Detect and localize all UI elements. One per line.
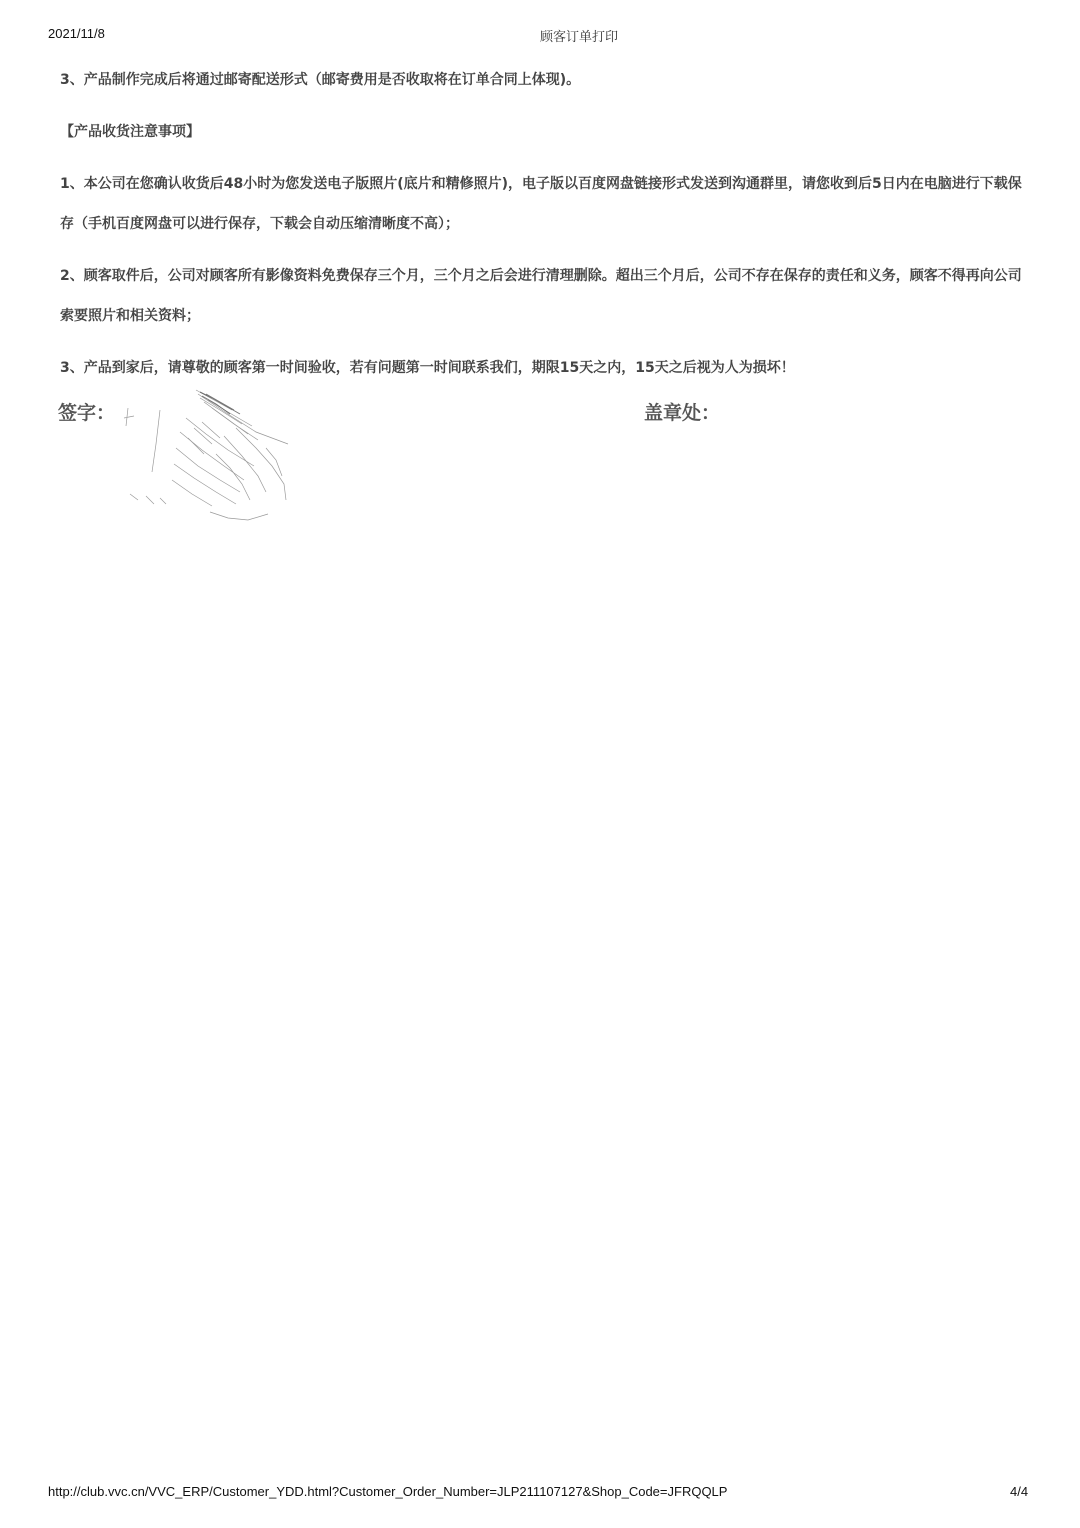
shipping-note: 3、产品制作完成后将通过邮寄配送形式（邮寄费用是否收取将在订单合同上体现)。 — [60, 72, 581, 88]
seal-label: 盖章处： — [644, 402, 721, 424]
order-terms-content — [60, 60, 1030, 400]
receipt-note-item: 2、顾客取件后，公司对顾客所有影像资料免费保存三个月，三个月之后会进行清理删除。超出三个月后，公司不存在保存的责任和义务，顾客不得再向公司索要照片和相关资料； — [60, 268, 1022, 324]
page-url: http://club.vvc.cn/VVC_ERP/Customer_YDD.html?Customer_Order_Number=JLP211107127&Shop_Code=JFRQQLP — [48, 1484, 728, 1499]
receipt-note-item: 3、产品到家后，请尊敬的顾客第一时间验收，若有问题第一时间联系我们，期限15天之内，15天之后视为人为损坏！ — [60, 360, 795, 376]
receipt-notes-heading: 【产品收货注意事项】 — [60, 124, 200, 140]
print-date: 2021/11/8 — [48, 26, 105, 41]
handwritten-signature — [116, 388, 306, 528]
signature-label: 签字： — [58, 402, 116, 424]
print-header-title: 顾客订单打印 — [540, 30, 619, 45]
page-number: 4/4 — [1010, 1484, 1029, 1499]
signature-section — [58, 396, 1038, 536]
receipt-note-item: 1、本公司在您确认收货后48小时为您发送电子版照片(底片和精修照片)，电子版以百度网盘链接形式发送到沟通群里，请您收到后5日内在电脑进行下载保存（手机百度网盘可以进行保存，下载会自动压缩清晰度不高）； — [60, 176, 1022, 232]
